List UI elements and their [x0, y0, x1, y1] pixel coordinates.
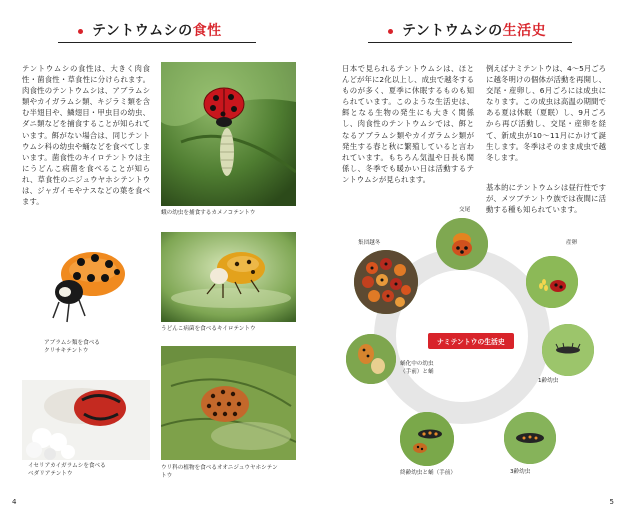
- left-title-rule: [58, 42, 256, 43]
- photo-oonijuuyahoshi: [161, 346, 296, 460]
- title-bullet-icon: [388, 29, 393, 34]
- cycle-label-colony: 集団越冬: [358, 240, 381, 246]
- title-bullet-icon: [78, 29, 83, 34]
- cycle-photo-first-instar: [542, 324, 594, 376]
- cycle-photo-third-instar: [504, 412, 556, 464]
- right-body-col2-p1: 例えばナミテントウは、4～5月ごろに越冬明けの個体が活動を再開し、交尾・産卵し、6月ごろには成虫になります。この成虫は高温の期間である夏は休眠（夏眠）し、9月ごろから再び活動し、交尾・産卵を経て、新成虫が10～11月にかけて誕生します。冬季はそのまま成虫で越冬します。: [486, 64, 606, 162]
- right-body-col1: 日本で見られるテントウムシは、ほとんどが年に2化以上し、成虫で越冬するものが多く、夏季に休眠するものも知られています。このような生活史は、餌となる生物の発生にも大きく関係し、肉食性のテントウムシでは、餌となるアブラムシ類やカイガラムシ類が発生する春と秋に繁殖していると言われています。もちろん気温や日長も関係し、冬季でも暖かい日は活動するテントウムシが見られます。: [342, 64, 474, 184]
- cycle-photo-mating: [436, 218, 488, 270]
- photo-kiiro-on-leaf: [161, 232, 296, 322]
- cycle-label-fourth: 終齢幼虫と蛹（手前）: [400, 470, 456, 476]
- page-number-right: 5: [609, 498, 614, 506]
- cycle-photo-colony: [354, 250, 418, 314]
- photo-vedalia: [22, 380, 150, 460]
- right-body-col2-p2: 基本的にテントウムシは昼行性ですが、メツブテントウ族では夜間に活動する種も知られています。: [486, 183, 606, 215]
- right-title-highlight: 生活史: [502, 23, 547, 39]
- left-title-highlight: 食性: [192, 23, 222, 39]
- cycle-label-eggs: 産卵: [566, 240, 578, 246]
- caption-bot-right-2: トウ: [161, 473, 173, 479]
- left-body-text: テントウムシの食性は、大きく肉食性・菌食性・草食性に分けられます。肉食性のテントウムシは、アブラムシ類やカイガラムシ類、キジラミ類を含む半翅目や、鱗翅目・甲虫目の幼虫、ダニ類などを捕食することが知られています。餌がない場合は、同じテントウムシ科の幼虫や蛹などを食べてしまいます。菌食性のキイロテントウは主にうどんこ病菌を食べることが知られ、草食性のニジュウヤホシテントウは、ジャガイモやナスなどの葉を食べます。: [22, 64, 150, 207]
- page-number-left: 4: [12, 498, 17, 506]
- photo-kurisaki-cutout: [35, 232, 135, 332]
- caption-mid-left-2: クリサキテントウ: [44, 348, 89, 354]
- caption-bot-right-1: ウリ科の植物を食べるオオニジュウヤホシテン: [161, 465, 278, 471]
- caption-mid-right: うどんこ病菌を食べるキイロテントウ: [161, 326, 256, 332]
- right-section-title: [402, 20, 546, 40]
- cycle-photo-fourth-instar: [400, 412, 454, 466]
- caption-mid-left-1: アブラムシ類を食べる: [44, 340, 100, 346]
- cycle-label-emerging-2: （手前）と蛹: [400, 369, 434, 375]
- photo-kamenoko-eating-larva: [161, 62, 296, 206]
- cycle-label-emerging-1: 蛹化中の幼虫: [400, 361, 434, 367]
- cycle-label-mating: 交尾: [459, 207, 471, 213]
- right-page: [312, 0, 624, 516]
- life-cycle-title: ナミテントウの生活史: [428, 333, 514, 349]
- cycle-label-first: 1齢幼虫: [538, 378, 559, 384]
- right-title-text: テントウムシの: [402, 23, 503, 39]
- cycle-label-third: 3齢幼虫: [510, 469, 531, 475]
- caption-bot-left-1: イセリアカイガラムシを食べる: [28, 463, 106, 469]
- cycle-photo-pupating: [346, 334, 396, 384]
- cycle-photo-eggs: [526, 256, 578, 308]
- right-title-rule: [368, 42, 572, 43]
- caption-top: 蛾の幼虫を捕食するカメノコテントウ: [161, 210, 256, 216]
- caption-bot-left-2: ベダリアテントウ: [28, 471, 73, 477]
- left-title-text: テントウムシの: [92, 23, 193, 39]
- left-section-title: [92, 20, 222, 40]
